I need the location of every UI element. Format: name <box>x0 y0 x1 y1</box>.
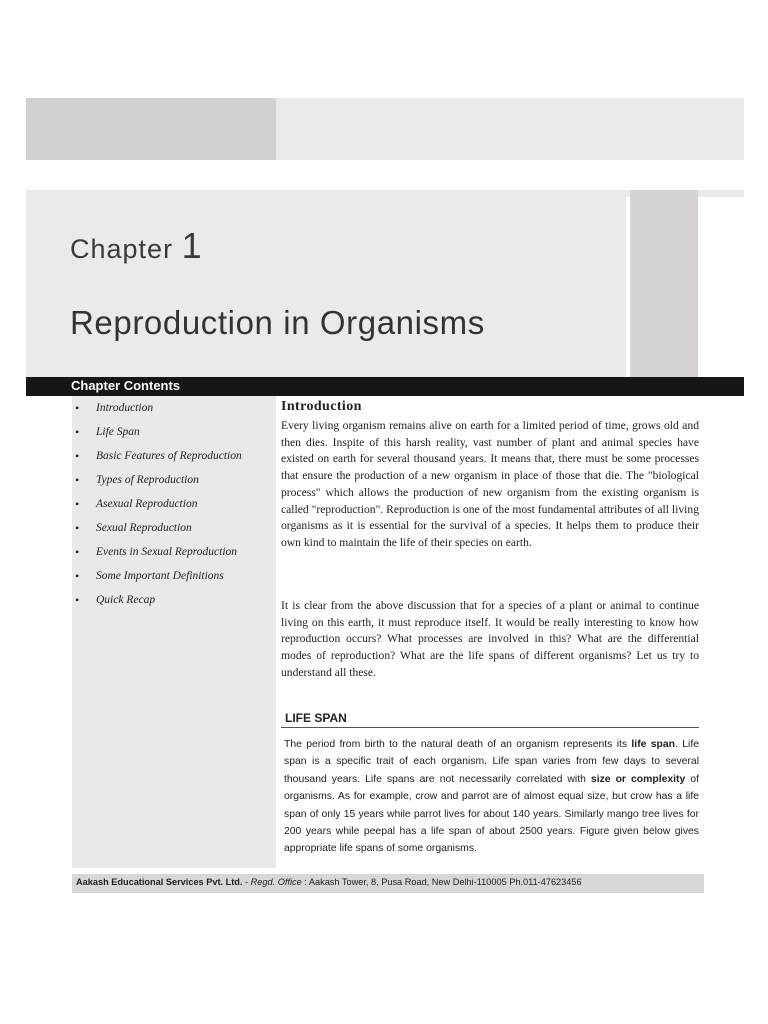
footer-address: : Aakash Tower, 8, Pusa Road, New Delhi-110005 Ph.011-47623456 <box>301 877 582 887</box>
introduction-heading: Introduction <box>281 399 362 414</box>
life-span-text-c: of organisms. As for example, crow and parrot are of almost equal size, but crow has a life span of only 15 years while parrot lives for about 140 years. Similarly mango tree lives for 200 years while peepal has a life span of about 2500 years. Figure given below gives appropriate life spans of some organisms. <box>284 773 699 855</box>
life-span-text-b: . Life span is a specific trait of each organism. Life span varies from few days to several thousand years. Life spans are not necessarily correlated with <box>284 739 700 785</box>
size-complexity-term: size or complexity <box>590 773 686 785</box>
section-divider <box>281 727 699 728</box>
chapter-banner <box>26 190 744 377</box>
header-band <box>26 98 744 160</box>
chapter-label <box>70 225 203 267</box>
chapter-number: 1 <box>181 225 203 266</box>
banner-cutout <box>698 197 744 377</box>
contents-item-sexual-reproduction[interactable]: • Sexual Reproduction <box>72 521 276 535</box>
banner-side-bar <box>630 190 698 377</box>
contents-item-introduction[interactable]: • Introduction <box>72 401 276 415</box>
footer-company: Aakash Educational Services Pvt. Ltd. <box>76 877 243 887</box>
chapter-contents-bar <box>26 377 744 396</box>
chapter-contents-heading: Chapter Contents <box>71 378 181 393</box>
life-span-heading: LIFE SPAN <box>285 711 347 725</box>
chapter-word: Chapter <box>70 234 174 264</box>
footer-text <box>76 877 582 887</box>
contents-item-basic-features[interactable]: • Basic Features of Reproduction <box>72 449 276 463</box>
header-band-accent <box>26 98 276 160</box>
contents-item-asexual-reproduction[interactable]: • Asexual Reproduction <box>72 497 276 511</box>
page-title: Reproduction in Organisms <box>70 304 485 341</box>
contents-item-life-span[interactable]: • Life Span <box>72 425 276 439</box>
contents-list <box>72 401 276 617</box>
introduction-paragraph-1: Every living organism remains alive on earth for a limited period of time, grows old and then dies. Inspite of this harsh reality, vast number of plant and animal species have existed on earth for several thousand years. It means that, there must be some processes that ensure the production of a new organism in place of those that die. The "biological process" which allows the production of new organism from the existing organism is called "reproduction". Reproduction is one of the most fundamental attributes of all living organisms as it is essential for the survival of a species. It helps them to produce their own kind to maintain the life of their species on earth. <box>281 419 699 549</box>
footer-office-label: Regd. Office <box>250 877 302 887</box>
contents-item-important-definitions[interactable]: • Some Important Definitions <box>72 569 276 583</box>
contents-item-quick-recap[interactable]: • Quick Recap <box>72 593 276 607</box>
contents-item-types-of-reproduction[interactable]: • Types of Reproduction <box>72 473 276 487</box>
introduction-paragraph-2: It is clear from the above discussion that for a species of a plant or animal to continue living on this earth, it must reproduce itself. It would be really interesting to know how reproduction occurs? What processes are involved in this? What are the differential modes of reproduction? What are the life spans of different organisms? Let us try to understand all these. <box>281 599 699 679</box>
life-span-term: life span <box>631 739 676 750</box>
footer-separator: - <box>242 877 251 887</box>
contents-item-events-sexual-reproduction[interactable]: • Events in Sexual Reproduction <box>72 545 276 559</box>
page-footer <box>72 874 704 893</box>
life-span-paragraph <box>284 736 699 858</box>
life-span-text-a: The period from birth to the natural death of an organism represents its <box>284 739 632 750</box>
contents-sidebar <box>72 396 276 868</box>
